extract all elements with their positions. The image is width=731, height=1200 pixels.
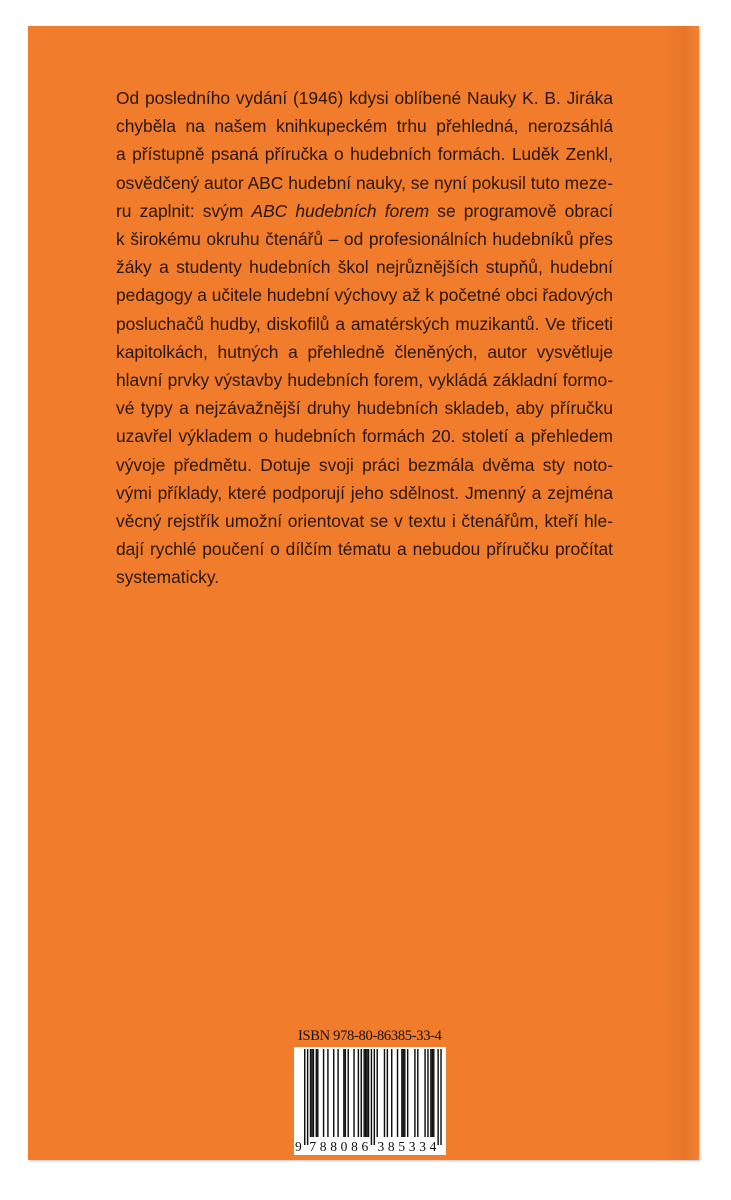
barcode-digits-left: 788086 — [309, 1139, 369, 1154]
blurb-text-run: osvědčený autor ABC hudební nauky, se nyní pokusil tuto meze- — [116, 172, 613, 193]
barcode-bar — [365, 1049, 366, 1137]
blurb-text-run: chyběla na našem knihkupeckém trhu přehledná, nerozsáhlá — [116, 116, 613, 137]
ean13-barcode — [294, 1047, 446, 1155]
blurb-text-run: žáky a studenty hudebních škol nejrůznějších stupňů, hudební — [116, 257, 613, 278]
blurb-line — [116, 507, 613, 535]
barcode-bar — [323, 1049, 324, 1137]
barcode-bar — [313, 1049, 314, 1137]
barcode-bar — [343, 1049, 344, 1137]
blurb-text-run: kapitolkách, hutných a přehledně členěných, autor vysvětluje — [116, 341, 613, 362]
blurb-line — [116, 535, 613, 563]
blurb-text-run: vými příklady, které podporují jeho sdělnost. Jmenný a zejména — [116, 482, 613, 503]
barcode-bar — [374, 1049, 375, 1145]
barcode-bar — [316, 1049, 317, 1137]
barcode-bar — [401, 1049, 402, 1137]
blurb-line — [116, 394, 613, 422]
barcode-bar — [345, 1049, 346, 1137]
barcode-bar — [414, 1049, 415, 1137]
blurb-line — [116, 112, 613, 140]
blurb-text-run: dají rychlé poučení o dílčím tématu a nebudou příručku pročítat — [116, 539, 613, 560]
barcode-bar — [403, 1049, 404, 1137]
blurb-line — [116, 281, 613, 309]
barcode-bar — [327, 1049, 328, 1137]
blurb-text-run: uzavřel výkladem o hudebních formách 20. století a přehledem — [116, 426, 613, 447]
barcode-bar — [358, 1049, 359, 1137]
blurb-line — [116, 310, 613, 338]
barcode-bar — [387, 1049, 388, 1137]
barcode-bar — [371, 1049, 372, 1145]
blurb-text-run: věcný rejstřík umožní orientovat se v textu i čtenářům, kteří hle- — [116, 511, 613, 532]
barcode-bar — [353, 1049, 354, 1137]
blurb-line — [116, 84, 613, 112]
blurb-text-run: pedagogy a učitele hudební výchovy až k početné obci řadových — [116, 285, 613, 306]
isbn-label: ISBN 978-80-86385-33-4 — [298, 1028, 442, 1044]
blurb-line — [116, 197, 613, 225]
barcode-bar — [310, 1049, 311, 1137]
barcode-bar — [366, 1049, 367, 1137]
blurb-text-run: se programově obrací — [429, 200, 613, 221]
blurb-line — [116, 225, 613, 253]
book-back-cover — [28, 26, 699, 1160]
blurb-line — [116, 253, 613, 281]
barcode-bar — [317, 1049, 318, 1137]
barcode-bar — [384, 1049, 385, 1137]
barcode-bar — [311, 1049, 312, 1137]
blurb-text-run: a přístupně psaná příručka o hudebních formách. Luděk Zenkl, — [116, 144, 613, 165]
barcode-bar — [363, 1049, 364, 1137]
blurb-line — [116, 563, 613, 591]
barcode-bar — [337, 1049, 338, 1137]
barcode-bar — [440, 1049, 441, 1145]
barcode-bar — [433, 1049, 434, 1137]
blurb-text-run: ABC hudebních forem — [251, 200, 430, 221]
blurb-text — [116, 84, 613, 592]
blurb-line — [116, 338, 613, 366]
barcode-bar — [391, 1049, 392, 1137]
barcode-bar — [424, 1049, 425, 1137]
barcode-bar — [307, 1049, 308, 1145]
blurb-line — [116, 140, 613, 168]
blurb-text-run: hlavní prvky výstavby hudebních forem, vykládá základní formo- — [116, 370, 613, 391]
barcode-bar — [432, 1049, 433, 1137]
isbn-barcode-block — [294, 1028, 446, 1155]
blurb-text-run: vývoje předmětu. Dotuje svoji práci bezmála dvěma sty noto- — [116, 454, 613, 475]
blurb-text-run: Od posledního vydání (1946) kdysi oblíbené Nauky K. B. Jiráka — [116, 88, 613, 108]
barcode-bar — [437, 1049, 438, 1145]
barcode-bar — [407, 1049, 408, 1137]
blurb-text-run: k širokému okruhu čtenářů – od profesionálních hudebníků přes — [116, 229, 613, 250]
blurb-line — [116, 479, 613, 507]
blurb-text-run: posluchačů hudby, diskofilů a amatérských muzikantů. Ve třiceti — [116, 313, 613, 334]
blurb-text-run: ru zaplnit: svým — [116, 200, 252, 221]
barcode-bar — [348, 1049, 349, 1137]
barcode-bar — [430, 1049, 431, 1137]
blurb-line — [116, 422, 613, 450]
blurb-line — [116, 366, 613, 394]
barcode-bar — [404, 1049, 405, 1137]
barcode-bar — [361, 1049, 362, 1137]
barcode-bar — [377, 1049, 378, 1137]
barcode-bar — [427, 1049, 428, 1137]
blurb-text-run: vé typy a nejzávažnější druhy hudebních skladeb, aby příručku — [116, 398, 613, 419]
barcode-bar — [333, 1049, 334, 1137]
barcode-digit-first: 9 — [295, 1139, 302, 1154]
barcode-bar — [417, 1049, 418, 1137]
blurb-line — [116, 451, 613, 479]
blurb-text-run: systematicky. — [116, 567, 220, 588]
barcode-bar — [304, 1049, 305, 1145]
barcode-bar — [397, 1049, 398, 1137]
barcode-bar — [368, 1049, 369, 1137]
barcode-digits-right: 385334 — [377, 1139, 437, 1154]
blurb-line — [116, 169, 613, 197]
